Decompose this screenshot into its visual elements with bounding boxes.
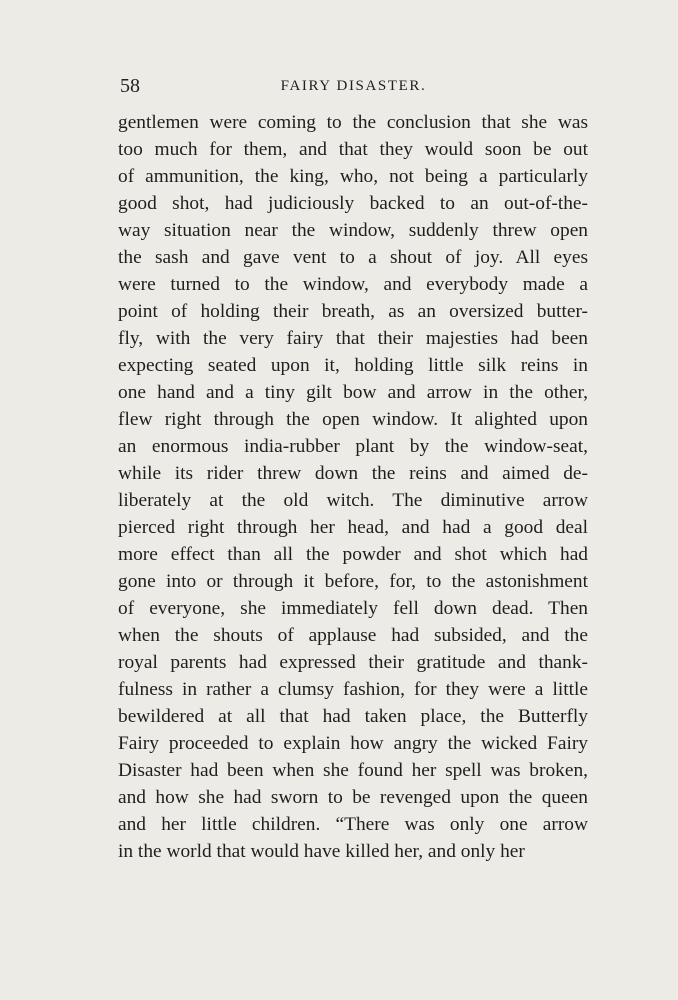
- text-line: good shot, had judiciously backed to an out-of-the-: [118, 193, 588, 215]
- chapter-title: FAIRY DISASTER.: [280, 78, 427, 94]
- text-line: bewildered at all that had taken place, the Butterfly: [118, 706, 588, 728]
- text-line: pierced right through her head, and had a good deal: [118, 517, 588, 539]
- text-line: of everyone, she immediately fell down dead. Then: [118, 598, 588, 620]
- text-line: were turned to the window, and everybody made a: [118, 274, 588, 296]
- text-line: liberately at the old witch. The diminutive arrow: [118, 490, 588, 512]
- text-line: and her little children. “There was only one arrow: [118, 814, 588, 836]
- text-line: fulness in rather a clumsy fashion, for they were a little: [118, 679, 588, 701]
- text-line: of ammunition, the king, who, not being a particularly: [118, 166, 588, 188]
- text-line: when the shouts of applause had subsided, and the: [118, 625, 588, 647]
- text-line: expecting seated upon it, holding little silk reins in: [118, 355, 588, 377]
- text-line: way situation near the window, suddenly threw open: [118, 220, 588, 242]
- text-line: the sash and gave vent to a shout of joy. All eyes: [118, 247, 588, 269]
- text-line: one hand and a tiny gilt bow and arrow in the other,: [118, 382, 588, 404]
- text-line: gone into or through it before, for, to the astonishment: [118, 571, 588, 593]
- text-line: Fairy proceeded to explain how angry the wicked Fairy: [118, 733, 588, 755]
- text-line: while its rider threw down the reins and aimed de-: [118, 463, 588, 485]
- text-line: gentlemen were coming to the conclusion that she was: [118, 112, 588, 133]
- text-line: fly, with the very fairy that their majesties had been: [118, 328, 588, 350]
- text-line: and how she had sworn to be revenged upon the queen: [118, 787, 588, 809]
- text-line: more effect than all the powder and shot which had: [118, 544, 588, 566]
- running-head: [120, 74, 587, 98]
- text-line: Disaster had been when she found her spell was broken,: [118, 760, 588, 782]
- text-line: too much for them, and that they would soon be out: [118, 139, 588, 161]
- text-line: royal parents had expressed their gratitude and thank-: [118, 652, 588, 674]
- text-line: in the world that would have killed her, and only her: [118, 841, 525, 863]
- text-line: flew right through the open window. It alighted upon: [118, 409, 588, 431]
- text-line: point of holding their breath, as an oversized butter-: [118, 301, 588, 323]
- page-number: 58: [120, 75, 140, 97]
- text-line: an enormous india-rubber plant by the window-seat,: [118, 436, 588, 458]
- body-text: [118, 109, 588, 865]
